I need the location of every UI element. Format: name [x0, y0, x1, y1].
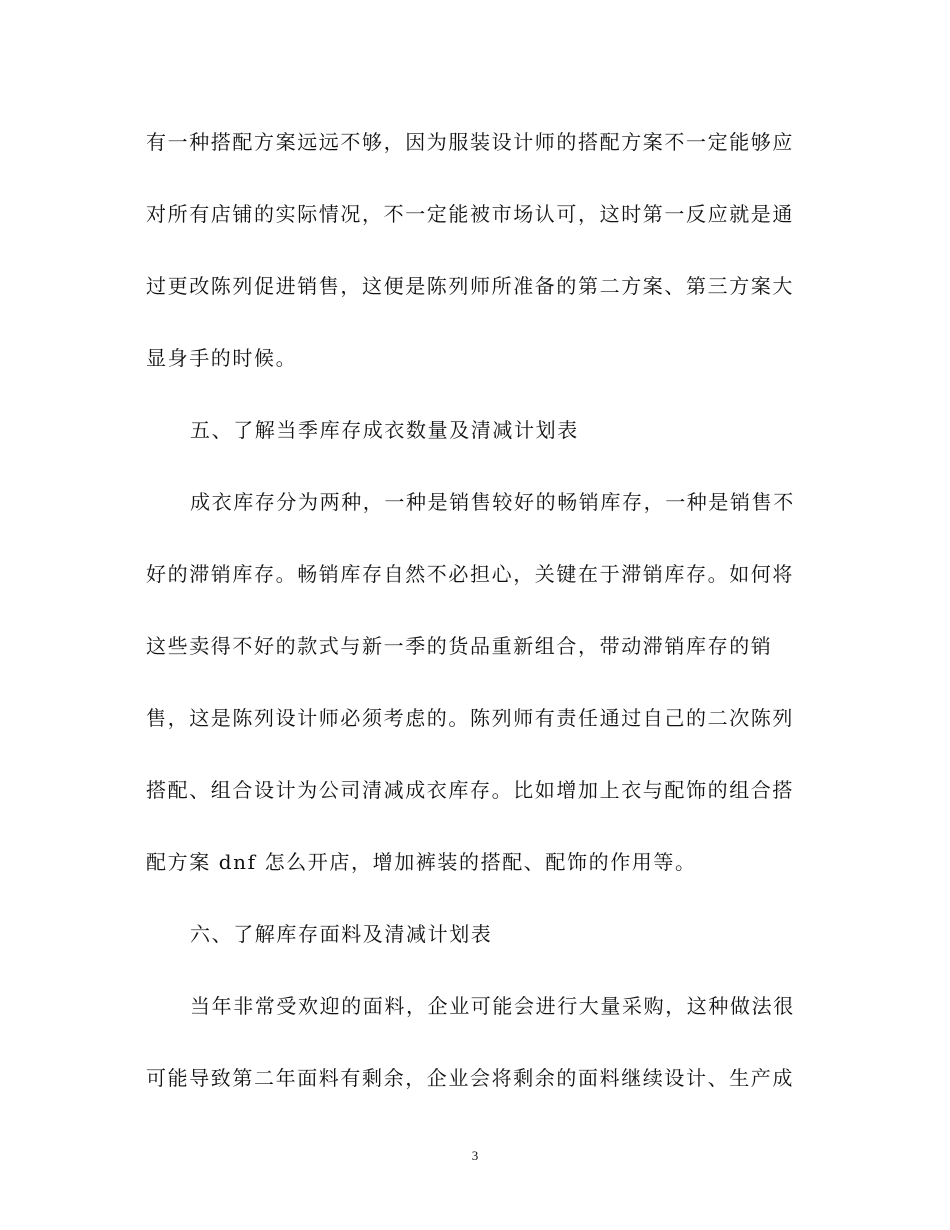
paragraph-line: 成衣库存分为两种，一种是销售较好的畅销库存，一种是销售不 [190, 490, 795, 514]
paragraph-line: 好的滞销库存。畅销库存自然不必担心，关键在于滞销库存。如何将 [146, 562, 794, 586]
body-text [146, 118, 806, 1126]
paragraph-line: 可能导致第二年面料有剩余，企业会将剩余的面料继续设计、生产成 [146, 1066, 794, 1090]
page-number: 3 [471, 1148, 479, 1163]
paragraph-line: 对所有店铺的实际情况，不一定能被市场认可，这时第一反应就是通 [146, 202, 794, 226]
paragraph-line: 显身手的时候。 [146, 346, 298, 370]
paragraph-line: 售，这是陈列设计师必须考虑的。陈列师有责任通过自己的二次陈列 [146, 706, 794, 730]
paragraph-line: 搭配、组合设计为公司清减成衣库存。比如增加上衣与配饰的组合搭 [146, 778, 794, 802]
paragraph-line: 这些卖得不好的款式与新一季的货品重新组合，带动滞销库存的销 [146, 634, 773, 658]
paragraph-line: 有一种搭配方案远远不够，因为服装设计师的搭配方案不一定能够应 [146, 130, 794, 154]
section-heading: 六、了解库存面料及清减计划表 [190, 922, 493, 946]
section-heading: 五、了解当季库存成衣数量及清减计划表 [190, 418, 579, 442]
paragraph-line: 过更改陈列促进销售，这便是陈列师所准备的第二方案、第三方案大 [146, 274, 794, 298]
paragraph-line: 当年非常受欢迎的面料，企业可能会进行大量采购，这种做法很 [190, 994, 795, 1018]
paragraph-line: 配方案 dnf 怎么开店，增加裤装的搭配、配饰的作用等。 [146, 850, 697, 874]
